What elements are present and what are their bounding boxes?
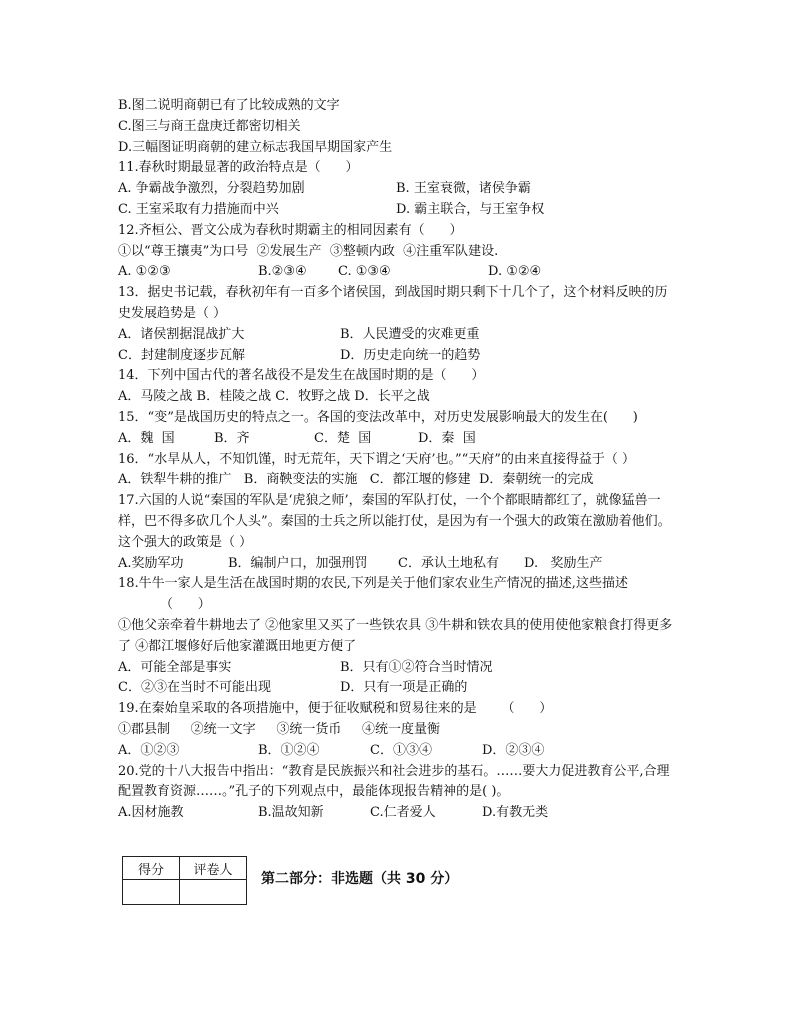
question-13-options-row2 [118, 346, 678, 367]
answer-blank: （ ） [160, 597, 211, 613]
question-14-options: A．马陵之战 B．桂陵之战 C．牧野之战 D．长平之战 [118, 389, 430, 405]
option-c: C．②③在当时不可能出现 [118, 680, 271, 696]
option-d: D．只有一项是正确的 [340, 680, 468, 696]
score-table [122, 856, 247, 905]
score-input-cell[interactable] [123, 880, 180, 905]
option-a: A．可能全部是事实 [118, 659, 232, 675]
option-a: A. 争霸战争激烈，分裂趋势加剧 [118, 181, 305, 197]
option-c: C. ①③④ [338, 264, 391, 280]
option-b: B．只有①②符合当时情况 [340, 659, 493, 675]
question-14-stem: 14．下列中国古代的著名战役不是发生在战国时期的是（ ） [118, 368, 485, 384]
option-d: D.有教无类 [482, 805, 549, 821]
option-d: D. 霸主联合，与王室争权 [396, 201, 545, 217]
option-a: A. ①②③ [118, 264, 171, 280]
score-label: 得分 [123, 857, 180, 880]
section-title: 第二部分：非选题（共 30 分） [261, 871, 459, 887]
grader-input-cell[interactable] [180, 880, 247, 905]
question-19-items: ①郡县制 ②统一文字 ③统一货币 ④统一度量衡 [118, 721, 440, 737]
question-18-items: ①他父亲牵着牛耕地去了 ②他家里又买了一些铁农具 ③牛耕和铁农具的使用使他家粮食打得更多了 ④都江堰修好后他家灌溉田地更方便了 [118, 617, 673, 654]
option-c: C．承认土地私有 [398, 555, 499, 571]
question-11-options-row2 [118, 200, 678, 221]
exam-page [118, 96, 678, 824]
option-a: A.因材施教 [118, 805, 184, 821]
question-12-stem: 12.齐桓公、晋文公成为春秋时期霸主的相同因素有（ ） [118, 222, 463, 238]
option-b: B. 王室衰微，诸侯争霸 [396, 181, 531, 197]
part-two-header [122, 856, 458, 905]
option-d: D．②③④ [482, 742, 545, 758]
question-18-options-row1 [118, 658, 678, 679]
option-c: C．封建制度逐步瓦解 [118, 347, 245, 363]
question-13-options-row1 [118, 325, 678, 346]
question-12-items: ①以“尊王攘夷”为口号 ②发展生产 ③整顿内政 ④注重军队建设. [118, 243, 499, 259]
option-d: D．历史走向统一的趋势 [340, 347, 481, 363]
option-line: D.三幅图证明商朝的建立标志我国早期国家产生 [118, 139, 393, 155]
option-b: B.温故知新 [258, 805, 324, 821]
option-b: B．齐 [214, 430, 250, 446]
option-line: C.图三与商王盘庚迁都密切相关 [118, 118, 301, 134]
question-18-options-row2 [118, 678, 678, 699]
question-18-stem: 18.牛牛一家人是生活在战国时期的农民,下列是关于他们家农业生产情况的描述,这些描述 [118, 576, 628, 592]
option-c: C.仁者爱人 [370, 805, 436, 821]
question-16-options: A．铁犁牛耕的推广 B．商鞅变法的实施 C．都江堰的修建 D．秦朝统一的完成 [118, 472, 594, 488]
question-17-options [118, 554, 678, 575]
option-d: D. ①②④ [488, 264, 542, 280]
question-20-stem: 20.党的十八大报告中指出：“教育是民族振兴和社会进步的基石。……要大力促进教育公平,合理配置教育资源……。”孔子的下列观点中，最能体现报告精神的是( )。 [118, 763, 670, 800]
option-c: C．①③④ [370, 742, 432, 758]
question-15-options [118, 429, 678, 450]
option-d: D. 奖励生产 [524, 555, 603, 571]
question-17-stem: 17.六国的人说“秦国的军队是‘虎狼之师’，秦国的军队打仗，一个个都眼睛都红了，就像猛兽一样，巴不得多砍几个人头”。秦国的士兵之所以能打仗，是因为有一个强大的政策在激励着他们。这个强大的政策是（ ） [118, 493, 671, 550]
question-12-options [118, 262, 678, 283]
option-c: C. 王室采取有力措施而中兴 [118, 201, 279, 217]
question-15-stem: 15．“变”是战国历史的特点之一。各国的变法改革中，对历史发展影响最大的发生在( ) [118, 409, 638, 425]
option-b: B.②③④ [258, 264, 307, 280]
option-a: A．诸侯割据混战扩大 [118, 326, 245, 342]
option-d: D．秦 国 [418, 430, 476, 446]
question-19-options [118, 741, 678, 762]
question-19-stem: 19.在秦始皇采取的各项措施中，便于征收赋税和贸易往来的是 （ ） [118, 701, 553, 717]
question-16-stem: 16．“水旱从人，不知饥馑，时无荒年，天下谓之‘天府’也。”“天府”的由来直接得益于（ ） [118, 451, 636, 467]
option-b: B．编制户口，加强刑罚 [228, 555, 368, 571]
option-a: A．①②③ [118, 742, 180, 758]
option-b: B．①②④ [258, 742, 320, 758]
option-a: A.奖励军功 [118, 555, 184, 571]
question-11-stem: 11.春秋时期最显著的政治特点是（ ） [118, 160, 359, 176]
option-c: C．楚 国 [314, 430, 372, 446]
question-11-options-row1 [118, 179, 678, 200]
option-b: B．人民遭受的灾难更重 [340, 326, 480, 342]
grader-label: 评卷人 [180, 857, 247, 880]
question-13-stem: 13．据史书记载，春秋初年有一百多个诸侯国，到战国时期只剩下十几个了，这个材料反映的历史发展趋势是（ ） [118, 285, 668, 321]
option-line: B.图二说明商朝已有了比较成熟的文字 [118, 98, 340, 113]
option-a: A．魏 国 [118, 430, 175, 446]
question-20-options [118, 803, 678, 824]
